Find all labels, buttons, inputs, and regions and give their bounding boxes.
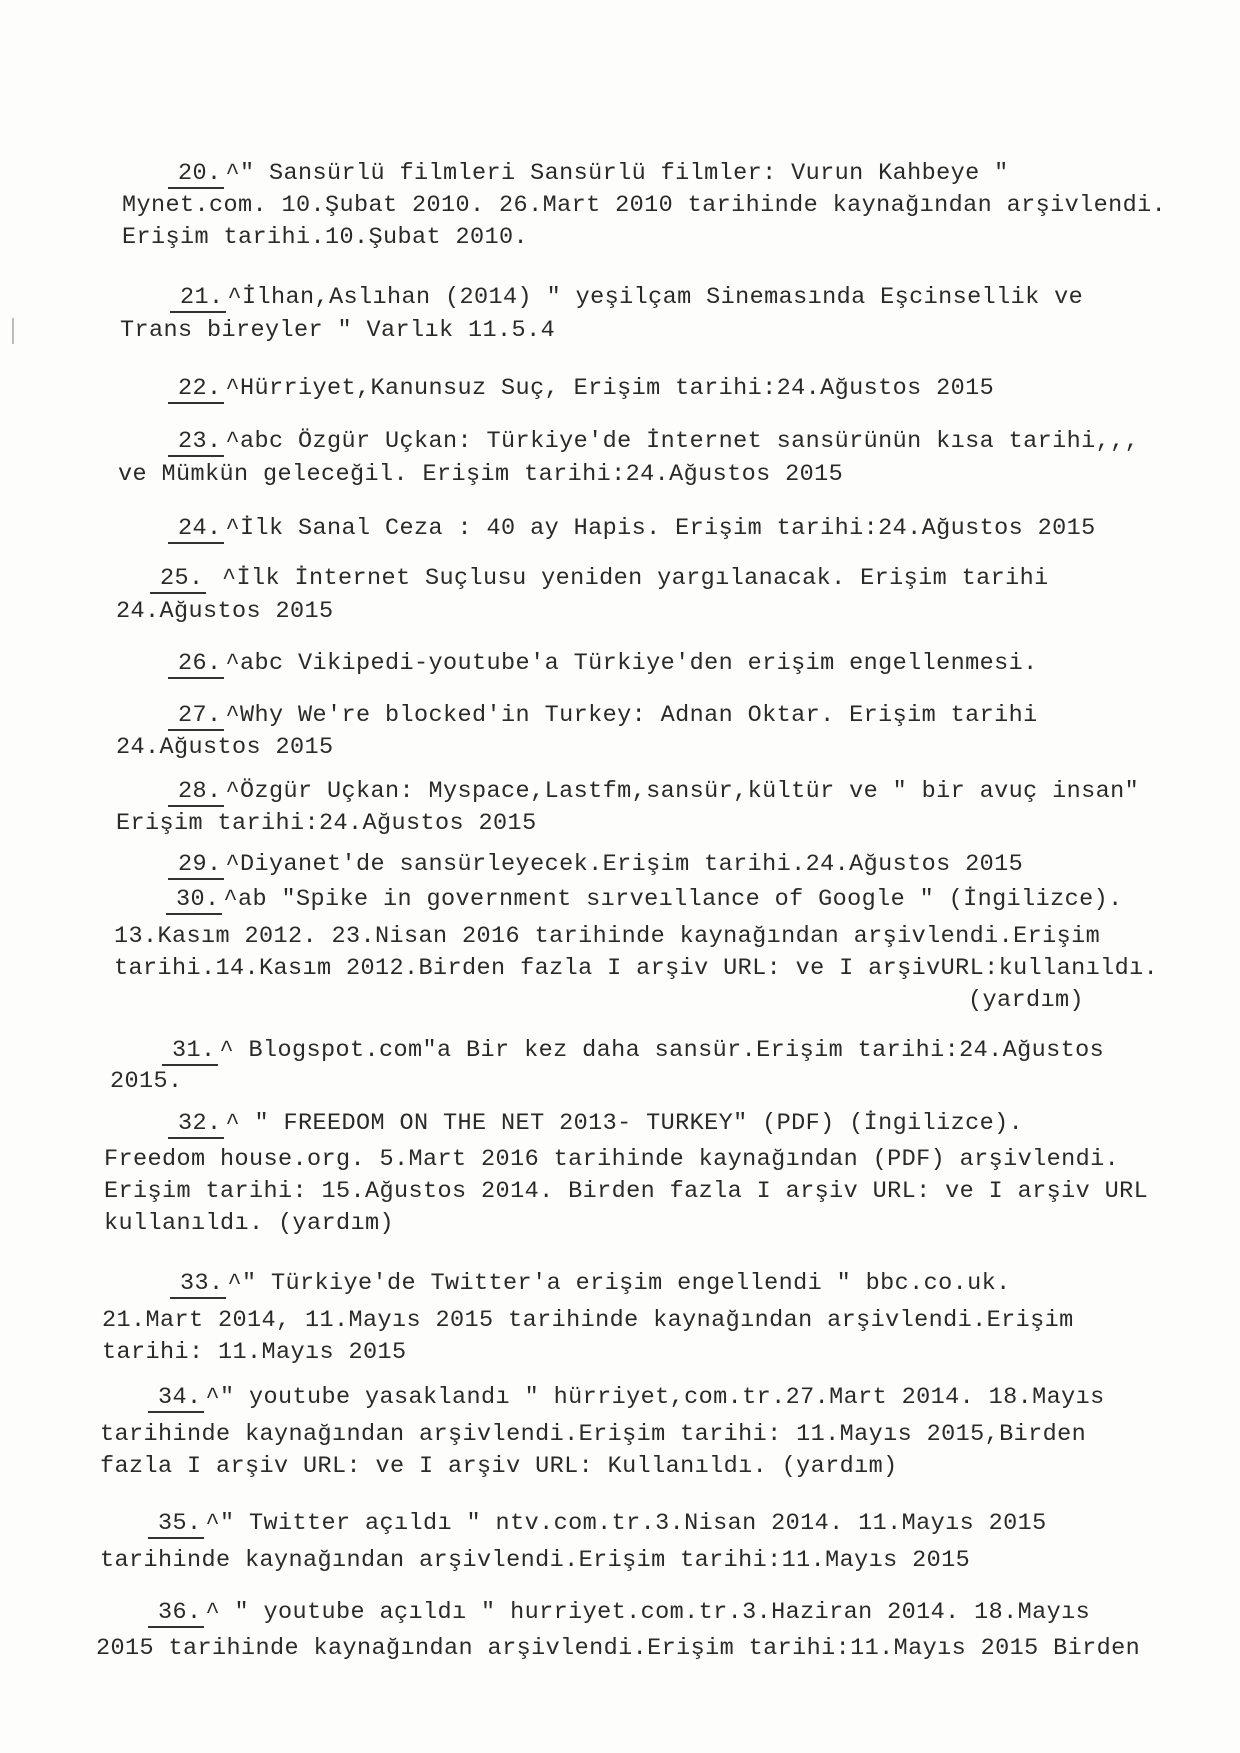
reference-26: 26. ^abc Vikipedi-youtube'a Türkiye'den erişim engellenmesi.: [168, 648, 1038, 680]
reference-36: 36. ^ " youtube açıldı " hurriyet.com.tr.3.Haziran 2014. 18.Mayıs: [148, 1597, 1090, 1629]
reference-number: 32.: [168, 1111, 224, 1139]
reference-number: 25.: [150, 566, 206, 594]
reference-number: 34.: [148, 1385, 204, 1413]
reference-number: 23.: [168, 429, 224, 457]
reference-21-cont: Trans bireyler " Varlık 11.5.4: [120, 317, 556, 344]
reference-number: 28.: [168, 779, 224, 807]
reference-34: 34. ^" youtube yasaklandı " hürriyet,com.tr.27.Mart 2014. 18.Mayıs: [148, 1382, 1105, 1414]
reference-24: 24. ^İlk Sanal Ceza : 40 ay Hapis. Erişim tarihi:24.Ağustos 2015: [168, 513, 1096, 545]
reference-22: 22. ^Hürriyet,Kanunsuz Suç, Erişim tarihi:24.Ağustos 2015: [168, 373, 994, 405]
reference-number: 20.: [168, 161, 224, 189]
reference-number: 26.: [168, 651, 224, 679]
reference-28: 28. ^Özgür Uçkan: Myspace,Lastfm,sansür,kültür ve " bir avuç insan": [168, 776, 1139, 808]
reference-34-cont: tarihinde kaynağından arşivlendi.Erişim tarihi: 11.Mayıs 2015,Birden fazla I arşiv URL: ve I arşiv URL: Kullanıldı. (yardım): [100, 1421, 1087, 1480]
reference-20-cont: Mynet.com. 10.Şubat 2010. 26.Mart 2010 tarihinde kaynağından arşivlendi. Erişim tarihi.10.Şubat 2010.: [122, 192, 1167, 251]
reference-21: 21. ^İlhan,Aslıhan (2014) " yeşilçam Sinemasında Eşcinsellik ve: [170, 282, 1083, 314]
reference-30-help: (yardım): [968, 987, 1085, 1014]
reference-line: 20. ^" Sansürlü filmleri Sansürlü filmler: Vurun Kahbeye ": [168, 158, 1009, 190]
reference-35: 35. ^" Twitter açıldı " ntv.com.tr.3.Nisan 2014. 11.Mayıs 2015: [148, 1508, 1047, 1540]
reference-number: 31.: [162, 1038, 218, 1066]
reference-number: 33.: [170, 1271, 226, 1299]
reference-27: 27. ^Why We're blocked'in Turkey: Adnan Oktar. Erişim tarihi: [168, 700, 1038, 732]
reference-number: 21.: [170, 285, 226, 313]
reference-number: 36.: [148, 1600, 204, 1628]
reference-23-cont: ve Mümkün geleceğil. Erişim tarihi:24.Ağustos 2015: [118, 461, 844, 488]
reference-32: 32. ^ " FREEDOM ON THE NET 2013- TURKEY" (PDF) (İngilizce).: [168, 1108, 1023, 1140]
reference-23: 23. ^abc Özgür Uçkan: Türkiye'de İnternet sansürünün kısa tarihi,,,: [168, 426, 1139, 458]
reference-36-cont: 2015 tarihinde kaynağından arşivlendi.Erişim tarihi:11.Mayıs 2015 Birden: [96, 1635, 1141, 1662]
reference-32-cont: Freedom house.org. 5.Mart 2016 tarihinde kaynağından (PDF) arşivlendi. Erişim tarihi: 15.Ağustos 2014. Birden fazla I arşiv URL: ve I arşiv URL kullanıldı. (yardım): [104, 1146, 1149, 1237]
reference-25: 25. ^İlk İnternet Suçlusu yeniden yargılanacak. Erişim tarihi: [150, 563, 1049, 595]
reference-27-cont: 24.Ağustos 2015: [116, 734, 334, 761]
reference-30-cont: 13.Kasım 2012. 23.Nisan 2016 tarihinde kaynağından arşivlendi.Erişim tarihi.14.Kasım 2012.Birden fazla I arşiv URL: ve I arşivURL:kullanıldı.: [114, 923, 1159, 982]
reference-number: 35.: [148, 1511, 204, 1539]
reference-number: 22.: [168, 376, 224, 404]
reference-33: 33. ^" Türkiye'de Twitter'a erişim engellendi " bbc.co.uk.: [170, 1268, 1011, 1300]
reference-31: 31. ^ Blogspot.com"a Bir kez daha sansür.Erişim tarihi:24.Ağustos: [162, 1035, 1104, 1067]
reference-number: 30.: [166, 887, 222, 915]
margin-mark: [12, 318, 14, 344]
reference-number: 29.: [168, 852, 224, 880]
reference-31-cont: 2015.: [110, 1068, 183, 1095]
reference-28-cont: Erişim tarihi:24.Ağustos 2015: [116, 810, 537, 837]
reference-29: 29. ^Diyanet'de sansürleyecek.Erişim tarihi.24.Ağustos 2015: [168, 849, 1023, 881]
reference-number: 27.: [168, 703, 224, 731]
reference-33-cont: 21.Mart 2014, 11.Mayıs 2015 tarihinde kaynağından arşivlendi.Erişim tarihi: 11.Mayıs 2015: [102, 1307, 1074, 1366]
reference-30: 30. ^ab "Spike in government sırveıllance of Google " (İngilizce).: [166, 884, 1123, 916]
reference-20: [168, 158, 1009, 190]
reference-25-cont: 24.Ağustos 2015: [116, 598, 334, 625]
reference-35-cont: tarihinde kaynağından arşivlendi.Erişim tarihi:11.Mayıs 2015: [100, 1547, 971, 1574]
reference-number: 24.: [168, 516, 224, 544]
